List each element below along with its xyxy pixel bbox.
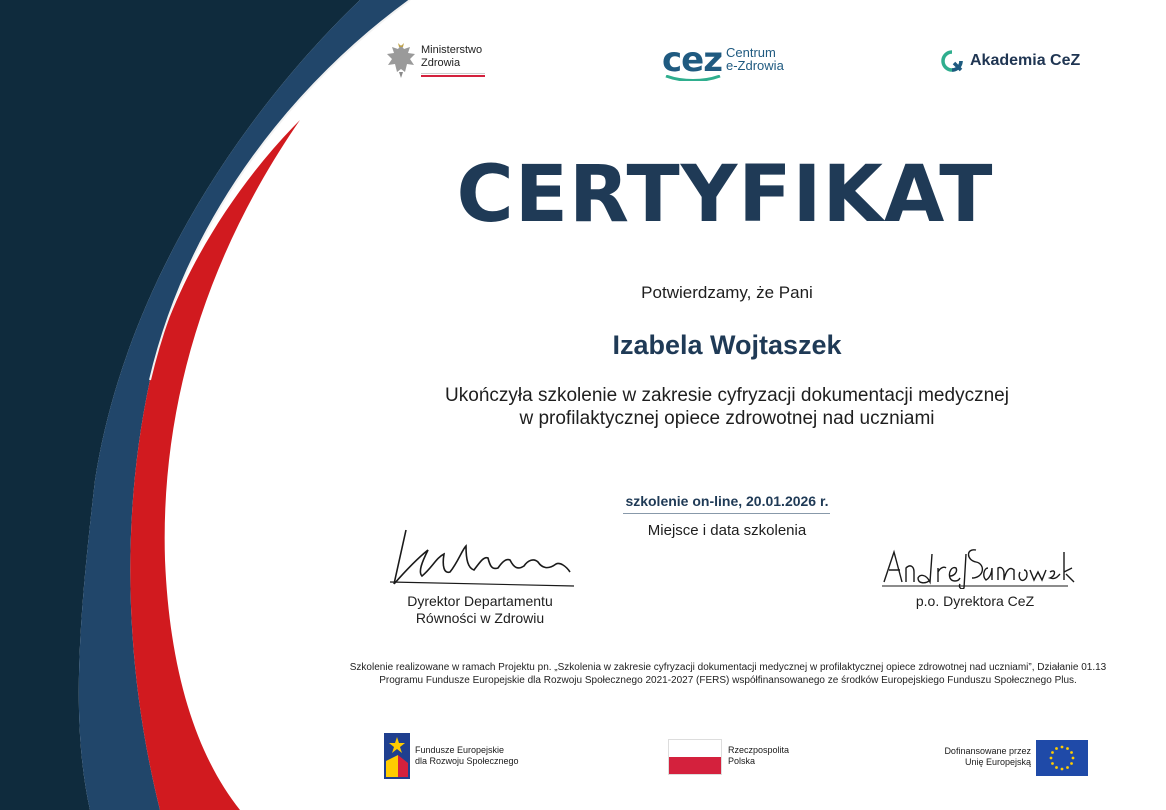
ministry-of-health-logo	[384, 42, 494, 82]
fe-logo-icon	[384, 733, 410, 779]
course-description: Ukończyła szkolenie w zakresie cyfryzacji dokumentacji medycznej w profilaktycznej opiece zdrowotnej nad uczniami	[445, 385, 1009, 429]
eu-star	[1070, 751, 1073, 754]
polish-eagle-icon	[384, 42, 418, 80]
cez-mark: cez	[662, 40, 723, 80]
recipient-name: Izabela Wojtaszek	[612, 330, 842, 360]
funding-footnote: Szkolenie realizowane w ramach Projektu pn. „Szkolenia w zakresie cyfryzacji dokumentacji medycznej w profilaktycznej opiece zdrowotnej nad uczniami”, Działanie 01.13 Programu Fundusze Europejskie dla Rozwoju Społecznego 2021-2027 (FERS) współfinansowanego ze środków Europejskiego Funduszu Społecznego Plus.	[349, 662, 1107, 686]
eu-star	[1050, 757, 1053, 760]
right-signatory-role: p.o. Dyrektora CeZ	[915, 593, 1035, 609]
ministry-logo-text: Ministerstwo Zdrowia	[421, 44, 483, 69]
training-date-label: Miejsce i data szkolenia	[647, 522, 807, 539]
eu-star	[1051, 762, 1054, 765]
akademia-cez-logo	[940, 50, 1100, 74]
eu-star	[1055, 766, 1058, 769]
eu-cofinancing-logo	[920, 740, 1090, 778]
cez-logo	[662, 42, 802, 78]
eu-star	[1066, 766, 1069, 769]
akademia-logo-text: Akademia CeZ	[970, 52, 1081, 69]
training-date-underline	[623, 513, 830, 514]
eu-star	[1055, 747, 1058, 750]
eu-flag-icon	[1036, 740, 1088, 776]
cez-swoosh-icon	[662, 75, 724, 81]
left-signatory-role: Dyrektor Departamentu Równości w Zdrowiu	[407, 593, 553, 626]
acting-director-signature-icon	[880, 544, 1080, 589]
director-signature-icon	[388, 528, 578, 588]
fe-funds-logo	[384, 733, 584, 779]
akademia-q-icon	[940, 50, 964, 72]
eu-star	[1070, 762, 1073, 765]
eu-logo-text: Dofinansowane przez Unię Europejską	[944, 746, 1031, 767]
eu-star	[1061, 746, 1064, 749]
eu-star	[1061, 768, 1064, 771]
eu-star	[1066, 747, 1069, 750]
fe-logo-text: Fundusze Europejskie dla Rozwoju Społecznego	[415, 745, 519, 766]
rp-logo-text: Rzeczpospolita Polska	[728, 745, 790, 766]
eu-star	[1051, 751, 1054, 754]
eu-star	[1072, 757, 1075, 760]
certificate-title: CERTYFIKAT	[456, 150, 994, 240]
polish-flag-icon	[668, 739, 722, 775]
ministry-logo-bar	[421, 73, 485, 77]
cez-logo-text: Centrum e-Zdrowia	[726, 45, 784, 73]
rp-logo	[668, 739, 828, 775]
confirmation-line: Potwierdzamy, że Pani	[641, 283, 813, 302]
training-date: szkolenie on-line, 20.01.2026 r.	[625, 493, 829, 509]
